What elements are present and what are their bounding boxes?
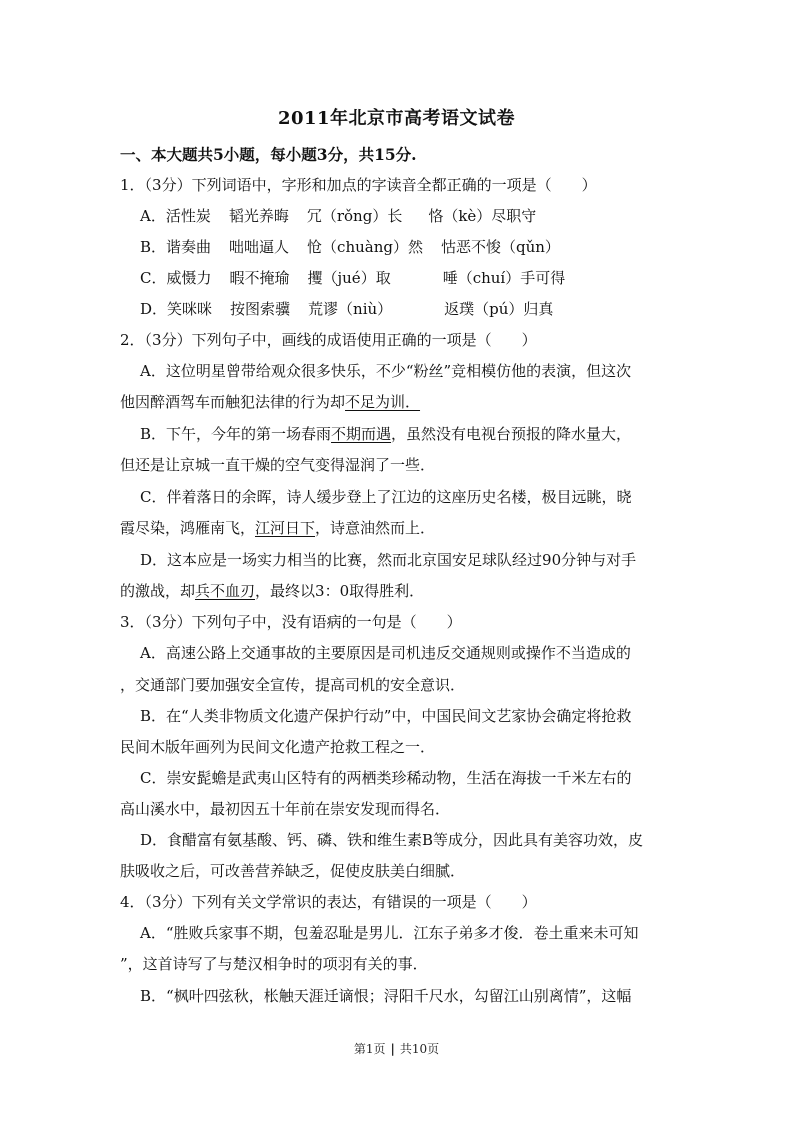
page-title: 2011年北京市高考语文试卷 [277, 108, 516, 129]
option-word: 怙恶不悛（qǔn） [440, 238, 560, 256]
text-segment: ，最终以3：0取得胜利． [255, 582, 425, 600]
question-3-option-b-line2: 民间木版年画列为民间文化遗产抢救工程之一． [120, 738, 436, 756]
option-word: 暇不掩瑜 [229, 269, 290, 287]
option-word: 攫（jué）取 [307, 269, 391, 287]
option-word: 返璞（pú）归真 [444, 300, 554, 318]
text-segment: 霞尽染，鸿雁南飞， [120, 519, 256, 537]
question-4-option-a-line2: ”，这首诗写了与楚汉相争时的项羽有关的事． [120, 955, 428, 973]
text-segment: ，虽然没有电视台预报的降水量大， [391, 425, 632, 443]
underlined-idiom: 兵不血刃 [195, 582, 256, 600]
question-4-stem: 4．（3分）下列有关文学常识的表达，有错误的一项是（ ） [120, 893, 537, 911]
option-word: 怆（chuàng）然 [307, 238, 423, 256]
page-footer [0, 1040, 793, 1057]
question-1-option-b [140, 236, 560, 258]
question-3-option-b-line1: B．在“人类非物质文化遗产保护行动”中，中国民间文艺家协会确定将抢救 [140, 707, 632, 725]
underlined-idiom: 不足为训． [345, 393, 421, 411]
option-word: 荒谬（niù） [308, 300, 393, 318]
underlined-idiom: 不期而遇 [331, 425, 392, 443]
option-word: A．活性炭 [140, 207, 211, 225]
question-3-stem: 3．（3分）下列句子中，没有语病的一句是（ ） [120, 613, 462, 631]
text-segment: 的激战，却 [120, 582, 196, 600]
question-1-option-c [140, 267, 565, 289]
question-1-option-d [140, 298, 553, 320]
option-word: 按图索骥 [230, 300, 291, 318]
question-2-option-d-line1: D．这本应是一场实力相当的比赛，然而北京国安足球队经过90分钟与对手 [140, 551, 637, 569]
question-3-option-a-line2: ，交通部门要加强安全宣传，提高司机的安全意识． [120, 676, 466, 694]
option-word: C．威慑力 [140, 269, 212, 287]
question-2-option-d-line2 [120, 580, 424, 602]
text-segment: 他因醉酒驾车而触犯法律的行为却 [120, 393, 346, 411]
text-segment: ，诗意油然而上． [315, 519, 436, 537]
question-1-option-a [140, 205, 536, 227]
option-word: 咄咄逼人 [229, 238, 290, 256]
question-3-option-c-line2: 高山溪水中，最初因五十年前在崇安发现而得名． [120, 800, 451, 818]
option-word: 唾（chuí）手可得 [442, 269, 566, 287]
option-word: 冗（rǒng）长 [306, 207, 403, 225]
question-2-option-a-line2 [120, 391, 420, 413]
question-3-option-d-line2: 肤吸收之后，可改善营养缺乏，促使皮肤美白细腻． [120, 862, 466, 880]
question-2-option-c-line1: C．伴着落日的余晖，诗人缓步登上了江边的这座历史名楼，极目远眺，晓 [140, 488, 632, 506]
option-word: D．笑咪咪 [140, 300, 213, 318]
section-heading: 一、本大题共5小题，每小题3分，共15分. [120, 145, 417, 164]
question-2-stem: 2．（3分）下列句子中，画线的成语使用正确的一项是（ ） [120, 331, 537, 349]
question-3-option-d-line1: D．食醋富有氨基酸、钙、磷、铁和维生素B等成分，因此具有美容功效，皮 [140, 831, 644, 849]
page-number: 第1页 [353, 1042, 386, 1056]
option-word: B．谐奏曲 [140, 238, 212, 256]
question-3-option-c-line1: C．崇安髭蟾是武夷山区特有的两栖类珍稀动物，生活在海拔一千米左右的 [140, 769, 632, 787]
underlined-idiom: 江河日下 [255, 519, 316, 537]
question-4-option-b-line1: B．“枫叶四弦秋，枨触天涯迁谪恨；浔阳千尺水，勾留江山别离情”，这幅 [140, 987, 632, 1005]
question-2-option-b-line1 [140, 423, 631, 445]
question-2-option-c-line2 [120, 517, 435, 539]
question-1-stem: 1．（3分）下列词语中，字形和加点的字读音全都正确的一项是（ ） [120, 176, 597, 194]
text-segment: B．下午，今年的第一场春雨 [140, 425, 332, 443]
question-2-option-a-line1: A．这位明星曾带给观众很多快乐，不少“粉丝”竞相模仿他的表演，但这次 [140, 362, 632, 380]
question-4-option-a-line1: A．“胜败兵家事不期，包羞忍耻是男儿．江东子弟多才俊．卷土重来未可知 [140, 924, 639, 942]
page-total: 共10页 [399, 1042, 440, 1056]
footer-separator: | [390, 1042, 395, 1056]
option-word: 恪（kè）尽职守 [428, 207, 537, 225]
option-word: 韬光养晦 [228, 207, 289, 225]
question-2-option-b-line2: 但还是让京城一直干燥的空气变得湿润了一些． [120, 456, 436, 474]
question-3-option-a-line1: A．高速公路上交通事故的主要原因是司机违反交通规则或操作不当造成的 [140, 644, 631, 662]
